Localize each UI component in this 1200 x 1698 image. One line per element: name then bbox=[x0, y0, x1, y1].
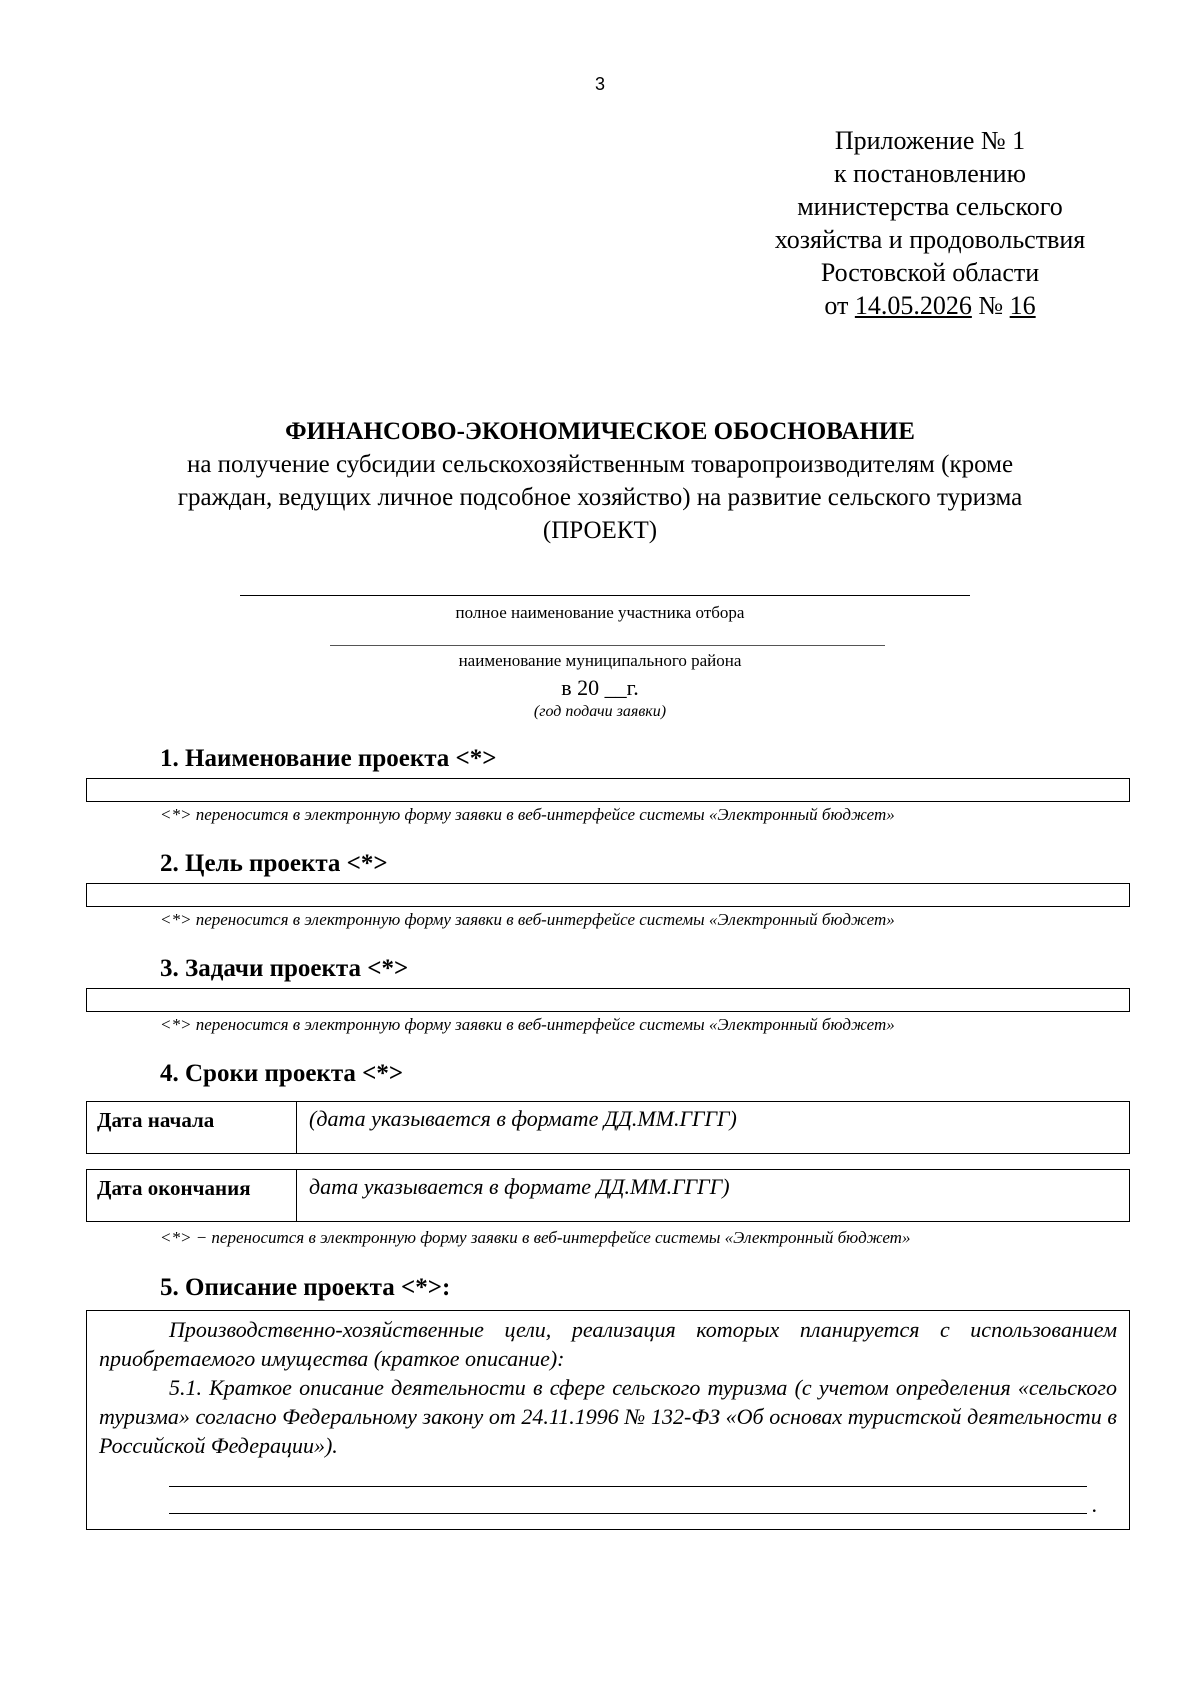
appendix-line: Приложение № 1 bbox=[834, 126, 1026, 155]
subtitle-line: на получение субсидии сельскохозяйственным товаропроизводителям (кроме bbox=[186, 451, 1014, 478]
end-date-label: Дата окончания bbox=[87, 1170, 297, 1222]
date-prefix: от bbox=[824, 291, 849, 320]
section-1-heading: 1. Наименование проекта <*> bbox=[160, 745, 497, 772]
appendix-line: к постановлению bbox=[833, 159, 1027, 188]
decree-date: 14.05.2026 bbox=[854, 291, 972, 320]
appendix-line: Ростовской области bbox=[820, 258, 1040, 287]
project-description-box[interactable] bbox=[86, 1310, 1130, 1530]
subtitle-line: (ПРОЕКТ) bbox=[542, 517, 658, 544]
document-subtitle bbox=[120, 448, 1080, 547]
section-1-note: <*> переносится в электронную форму заявки в веб-интерфейсе системы «Электронный бюджет» bbox=[160, 805, 895, 824]
section-4-heading: 4. Сроки проекта <*> bbox=[160, 1060, 404, 1087]
project-tasks-field[interactable] bbox=[86, 988, 1130, 1012]
description-paragraph: Производственно-хозяйственные цели, реализация которых планируется с использованием приобретаемого имущества (краткое описание): bbox=[99, 1317, 1117, 1371]
project-goal-field[interactable] bbox=[86, 883, 1130, 907]
section-5-heading: 5. Описание проекта <*>: bbox=[160, 1274, 451, 1301]
appendix-line: хозяйства и продовольствия bbox=[774, 225, 1086, 254]
year-hint: (год подачи заявки) bbox=[533, 703, 667, 720]
participant-caption: полное наименование участника отбора bbox=[455, 603, 745, 622]
description-fill-line[interactable] bbox=[169, 1487, 1087, 1514]
end-date-table bbox=[86, 1169, 1130, 1222]
project-name-field[interactable] bbox=[86, 778, 1130, 802]
document-title: ФИНАНСОВО-ЭКОНОМИЧЕСКОЕ ОБОСНОВАНИЕ bbox=[285, 418, 915, 445]
start-date-table bbox=[86, 1101, 1130, 1154]
section-2-heading: 2. Цель проекта <*> bbox=[160, 850, 388, 877]
year-line: в 20 __г. bbox=[561, 675, 639, 700]
appendix-block bbox=[720, 124, 1140, 322]
section-3-heading: 3. Задачи проекта <*> bbox=[160, 955, 409, 982]
district-name-line[interactable] bbox=[330, 645, 885, 646]
subtitle-line: граждан, ведущих личное подсобное хозяйство) на развитие сельского туризма bbox=[177, 484, 1023, 511]
appendix-date-line bbox=[720, 289, 1140, 322]
section-2-note: <*> переносится в электронную форму заявки в веб-интерфейсе системы «Электронный бюджет» bbox=[160, 910, 895, 929]
section-3-note: <*> переносится в электронную форму заявки в веб-интерфейсе системы «Электронный бюджет» bbox=[160, 1015, 895, 1034]
number-sign: № bbox=[978, 291, 1004, 320]
decree-number: 16 bbox=[1009, 291, 1036, 320]
participant-name-line[interactable] bbox=[240, 595, 970, 596]
start-date-label: Дата начала bbox=[87, 1102, 297, 1154]
section-4-note: <*> − переносится в электронную форму заявки в веб-интерфейсе системы «Электронный бюджет» bbox=[160, 1228, 911, 1247]
appendix-line: министерства сельского bbox=[797, 192, 1063, 221]
start-date-field[interactable]: (дата указывается в формате ДД.ММ.ГГГГ) bbox=[297, 1102, 1130, 1154]
description-paragraph: 5.1. Краткое описание деятельности в сфере сельского туризма (с учетом определения «сельского туризма» согласно Федеральному закону от 24.11.1996 № 132-ФЗ «Об основах туристской деятельности в Российской Федерации»). bbox=[99, 1375, 1117, 1458]
end-date-field[interactable]: дата указывается в формате ДД.ММ.ГГГГ) bbox=[297, 1170, 1130, 1222]
description-fill-line[interactable] bbox=[169, 1460, 1087, 1487]
district-caption: наименование муниципального района bbox=[458, 651, 742, 670]
page-number: 3 bbox=[594, 74, 605, 94]
